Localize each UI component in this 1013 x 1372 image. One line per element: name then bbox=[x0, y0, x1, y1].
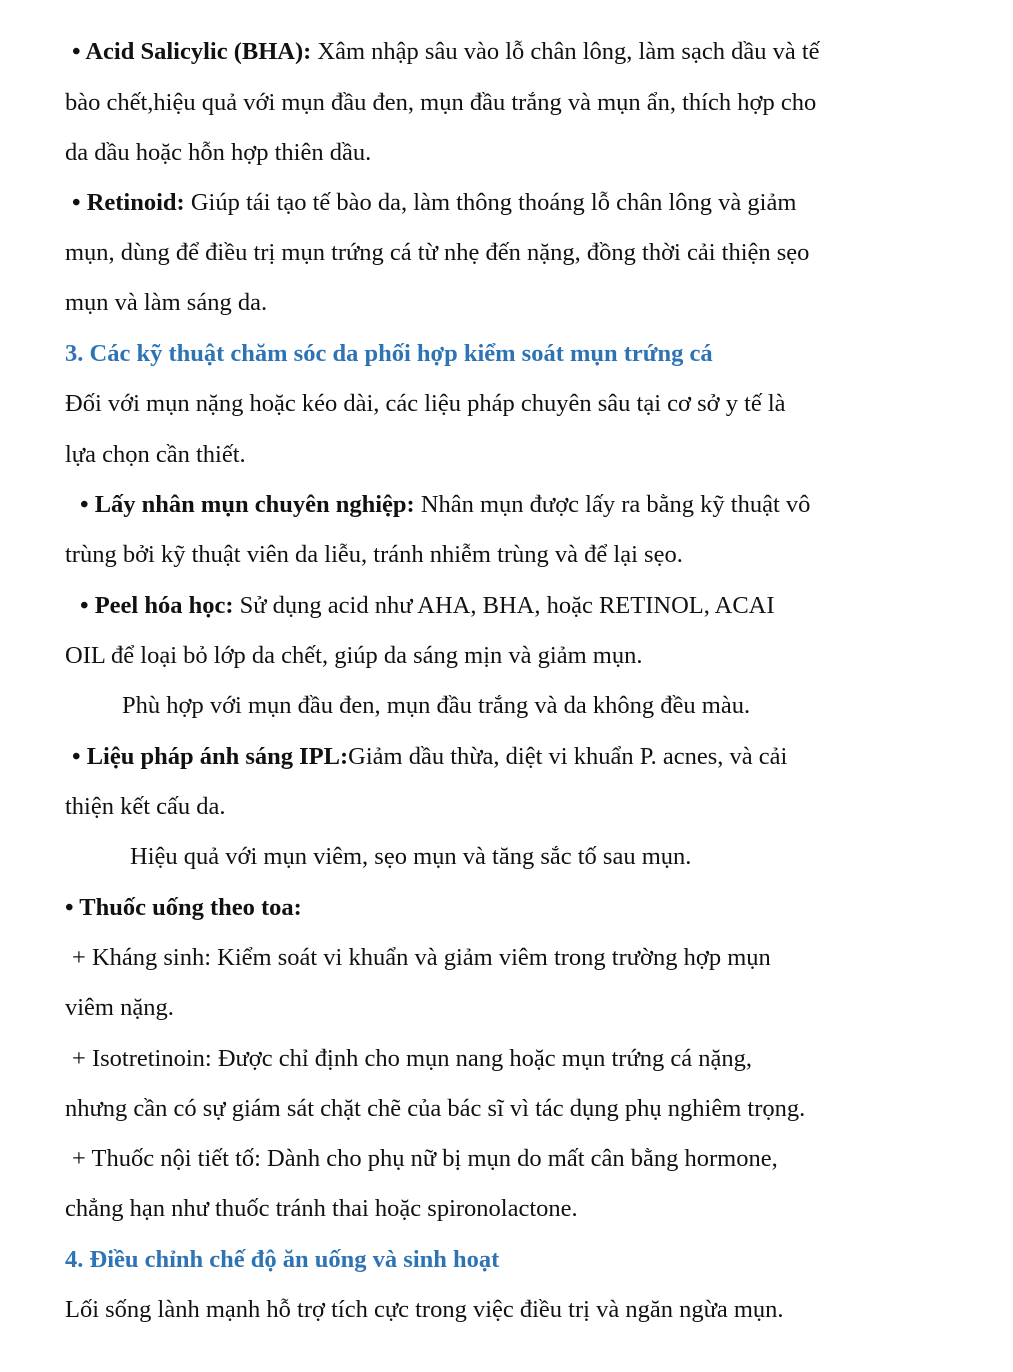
paragraph-line: Đối với mụn nặng hoặc kéo dài, các liệu pháp chuyên sâu tại cơ sở y tế là bbox=[65, 390, 786, 417]
bullet-oral-medication: • Thuốc uống theo toa: bbox=[65, 894, 302, 921]
sub-item-hormonal: + Thuốc nội tiết tố: Dành cho phụ nữ bị mụn do mất cân bằng hormone, bbox=[72, 1145, 778, 1172]
bullet-retinoid bbox=[72, 188, 796, 218]
paragraph-line: nhưng cần có sự giám sát chặt chẽ của bác sĩ vì tác dụng phụ nghiêm trọng. bbox=[65, 1095, 806, 1122]
retinoid-description: Giúp tái tạo tế bào da, làm thông thoáng lỗ chân lông và giảm bbox=[184, 189, 797, 216]
peel-term: • Peel hóa học: bbox=[80, 592, 234, 619]
sub-item-isotretinoin: + Isotretinoin: Được chỉ định cho mụn nang hoặc mụn trứng cá nặng, bbox=[72, 1045, 752, 1072]
ipl-description: Giảm dầu thừa, diệt vi khuẩn P. acnes, và cải bbox=[348, 743, 788, 770]
paragraph-line: da dầu hoặc hỗn hợp thiên dầu. bbox=[65, 139, 372, 166]
sub-item-antibiotics: + Kháng sinh: Kiểm soát vi khuẩn và giảm viêm trong trường hợp mụn bbox=[72, 944, 771, 971]
peel-description: Sử dụng acid như AHA, BHA, hoặc RETINOL, ACAI bbox=[233, 592, 775, 619]
section-heading-4: 4. Điều chỉnh chế độ ăn uống và sinh hoạt bbox=[65, 1246, 500, 1273]
bullet-peel bbox=[80, 591, 775, 621]
bullet-ipl bbox=[72, 742, 787, 772]
ipl-term: • Liệu pháp ánh sáng IPL: bbox=[72, 743, 349, 770]
bullet-extraction bbox=[80, 490, 810, 520]
section-heading-3: 3. Các kỹ thuật chăm sóc da phối hợp kiểm soát mụn trứng cá bbox=[65, 340, 713, 367]
bullet-bha bbox=[72, 37, 820, 67]
paragraph-line: OIL để loại bỏ lớp da chết, giúp da sáng mịn và giảm mụn. bbox=[65, 642, 643, 669]
paragraph-line: Lối sống lành mạnh hỗ trợ tích cực trong việc điều trị và ngăn ngừa mụn. bbox=[65, 1296, 784, 1323]
bha-term: • Acid Salicylic (BHA): bbox=[72, 38, 312, 65]
bha-description: Xâm nhập sâu vào lỗ chân lông, làm sạch dầu và tế bbox=[311, 38, 820, 65]
paragraph-line: lựa chọn cần thiết. bbox=[65, 441, 246, 468]
indented-note: Phù hợp với mụn đầu đen, mụn đầu trắng và da không đều màu. bbox=[122, 692, 751, 719]
retinoid-term: • Retinoid: bbox=[72, 189, 185, 216]
paragraph-line: trùng bởi kỹ thuật viên da liễu, tránh nhiễm trùng và để lại sẹo. bbox=[65, 541, 683, 568]
paragraph-line: mụn và làm sáng da. bbox=[65, 289, 268, 316]
paragraph-line: viêm nặng. bbox=[65, 994, 174, 1021]
extraction-description: Nhân mụn được lấy ra bằng kỹ thuật vô bbox=[414, 491, 811, 518]
paragraph-line: thiện kết cấu da. bbox=[65, 793, 226, 820]
paragraph-line: bào chết,hiệu quả với mụn đầu đen, mụn đầu trắng và mụn ẩn, thích hợp cho bbox=[65, 89, 817, 116]
paragraph-line: mụn, dùng để điều trị mụn trứng cá từ nhẹ đến nặng, đồng thời cải thiện sẹo bbox=[65, 239, 810, 266]
indented-note: Hiệu quả với mụn viêm, sẹo mụn và tăng sắc tố sau mụn. bbox=[130, 843, 692, 870]
extraction-term: • Lấy nhân mụn chuyên nghiệp: bbox=[80, 491, 415, 518]
paragraph-line: chẳng hạn như thuốc tránh thai hoặc spironolactone. bbox=[65, 1195, 578, 1222]
